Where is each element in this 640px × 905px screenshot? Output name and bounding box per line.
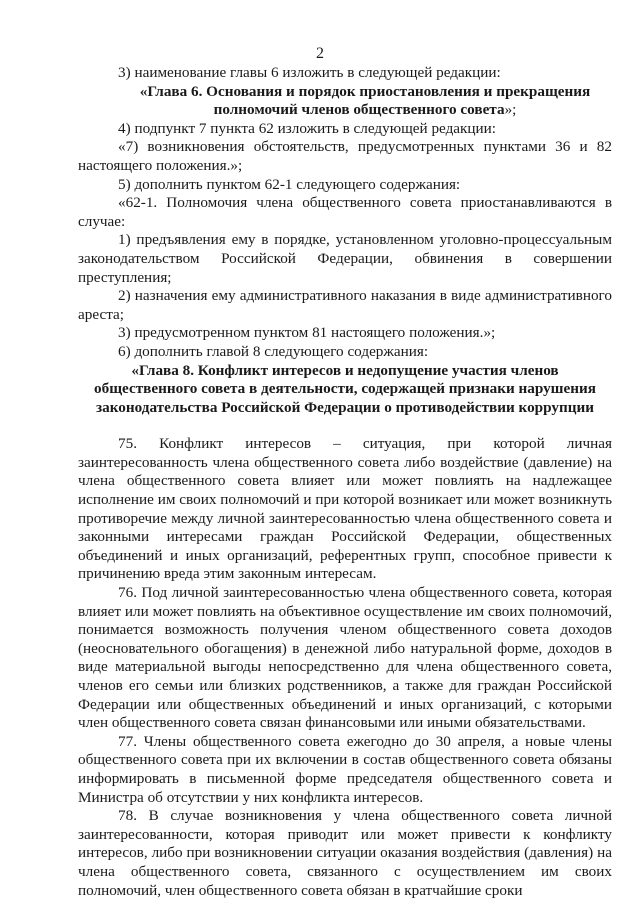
paragraph-item-3: 3) наименование главы 6 изложить в следующей редакции: — [118, 64, 501, 81]
chapter-6-title: «Глава 6. Основания и порядок приостановления и прекращения полномочий членов общественного совета — [139, 82, 591, 119]
paragraph-item-4: 4) подпункт 7 пункта 62 изложить в следующей редакции: — [118, 119, 497, 137]
paragraph-62-1-case-3: 3) предусмотренном пунктом 81 настоящего положения.»; — [118, 324, 496, 342]
paragraph-75: 75. Конфликт интересов – ситуация, при которой личная заинтересованность члена общественного совета либо воздействие (давление) на члена общественного совета влияет или может повлиять на надлежащее исполнение им своих полномочий и при которой возникает или может возникнуть противоречие между личной заинтересованностью члена общественного совета и законными интересами граждан Российской Федерации, общественных объединений и иных организаций, референтных групп, способное привести к причинению вреда этим законным интересам. — [78, 435, 612, 583]
paragraph-subitem-7: «7) возникновения обстоятельств, предусмотренных пунктами 36 и 82 настоящего положения.»; — [78, 138, 612, 174]
paragraph-62-1-case-1: 1) предъявления ему в порядке, установленном уголовно-процессуальным законодательством Российской Федерации, обвинения в совершении преступления; — [78, 231, 612, 286]
paragraph-77: 77. Члены общественного совета ежегодно до 30 апреля, а новые члены общественного совета при их включении в состав общественного совета обязаны информировать в письменной форме председателя общественного совета и Министра об отсутствии у них конфликта интересов. — [78, 732, 612, 806]
chapter-6-heading — [78, 83, 612, 120]
chapter-6-title-suffix: »; — [504, 101, 517, 119]
paragraph-76: 76. Под личной заинтересованностью члена общественного совета, которая влияет или может повлиять на объективное осуществление им своих полномочий, понимается возможность получения членом общественного совета доходов (неосновательного обогащения) в денежной либо натуральной форме, доходов в виде материальной выгоды непосредственно для члена общественного совета, членов его семьи или близких родственников, а также для граждан Российской Федерации или общественных объединений и иных организаций, с которыми член общественного совета связан финансовыми или иными обязательствами. — [78, 584, 612, 732]
page-number: 2 — [316, 45, 324, 62]
paragraph-item-6: 6) дополнить главой 8 следующего содержания: — [118, 342, 429, 360]
paragraph-62-1-case-2: 2) назначения ему административного наказания в виде административного ареста; — [78, 287, 612, 323]
section-spacer — [78, 417, 612, 435]
document-body — [78, 64, 612, 900]
chapter-8-heading: «Глава 8. Конфликт интересов и недопущение участия членов общественного совета в деятельности, содержащей признаки нарушения законодательства Российской Федерации о противодействии коррупции — [94, 361, 596, 416]
paragraph-item-5: 5) дополнить пунктом 62-1 следующего содержания: — [118, 175, 461, 193]
paragraph-78: 78. В случае возникновения у члена общественного совета личной заинтересованности, которая приводит или может привести к конфликту интересов, либо при возникновении ситуации оказания воздействия (давления) на члена общественного совета, связанного с осуществлением им своих полномочий, член общественного совета обязан в кратчайшие сроки — [78, 807, 612, 899]
paragraph-62-1: «62-1. Полномочия члена общественного совета приостанавливаются в случае: — [78, 194, 612, 230]
